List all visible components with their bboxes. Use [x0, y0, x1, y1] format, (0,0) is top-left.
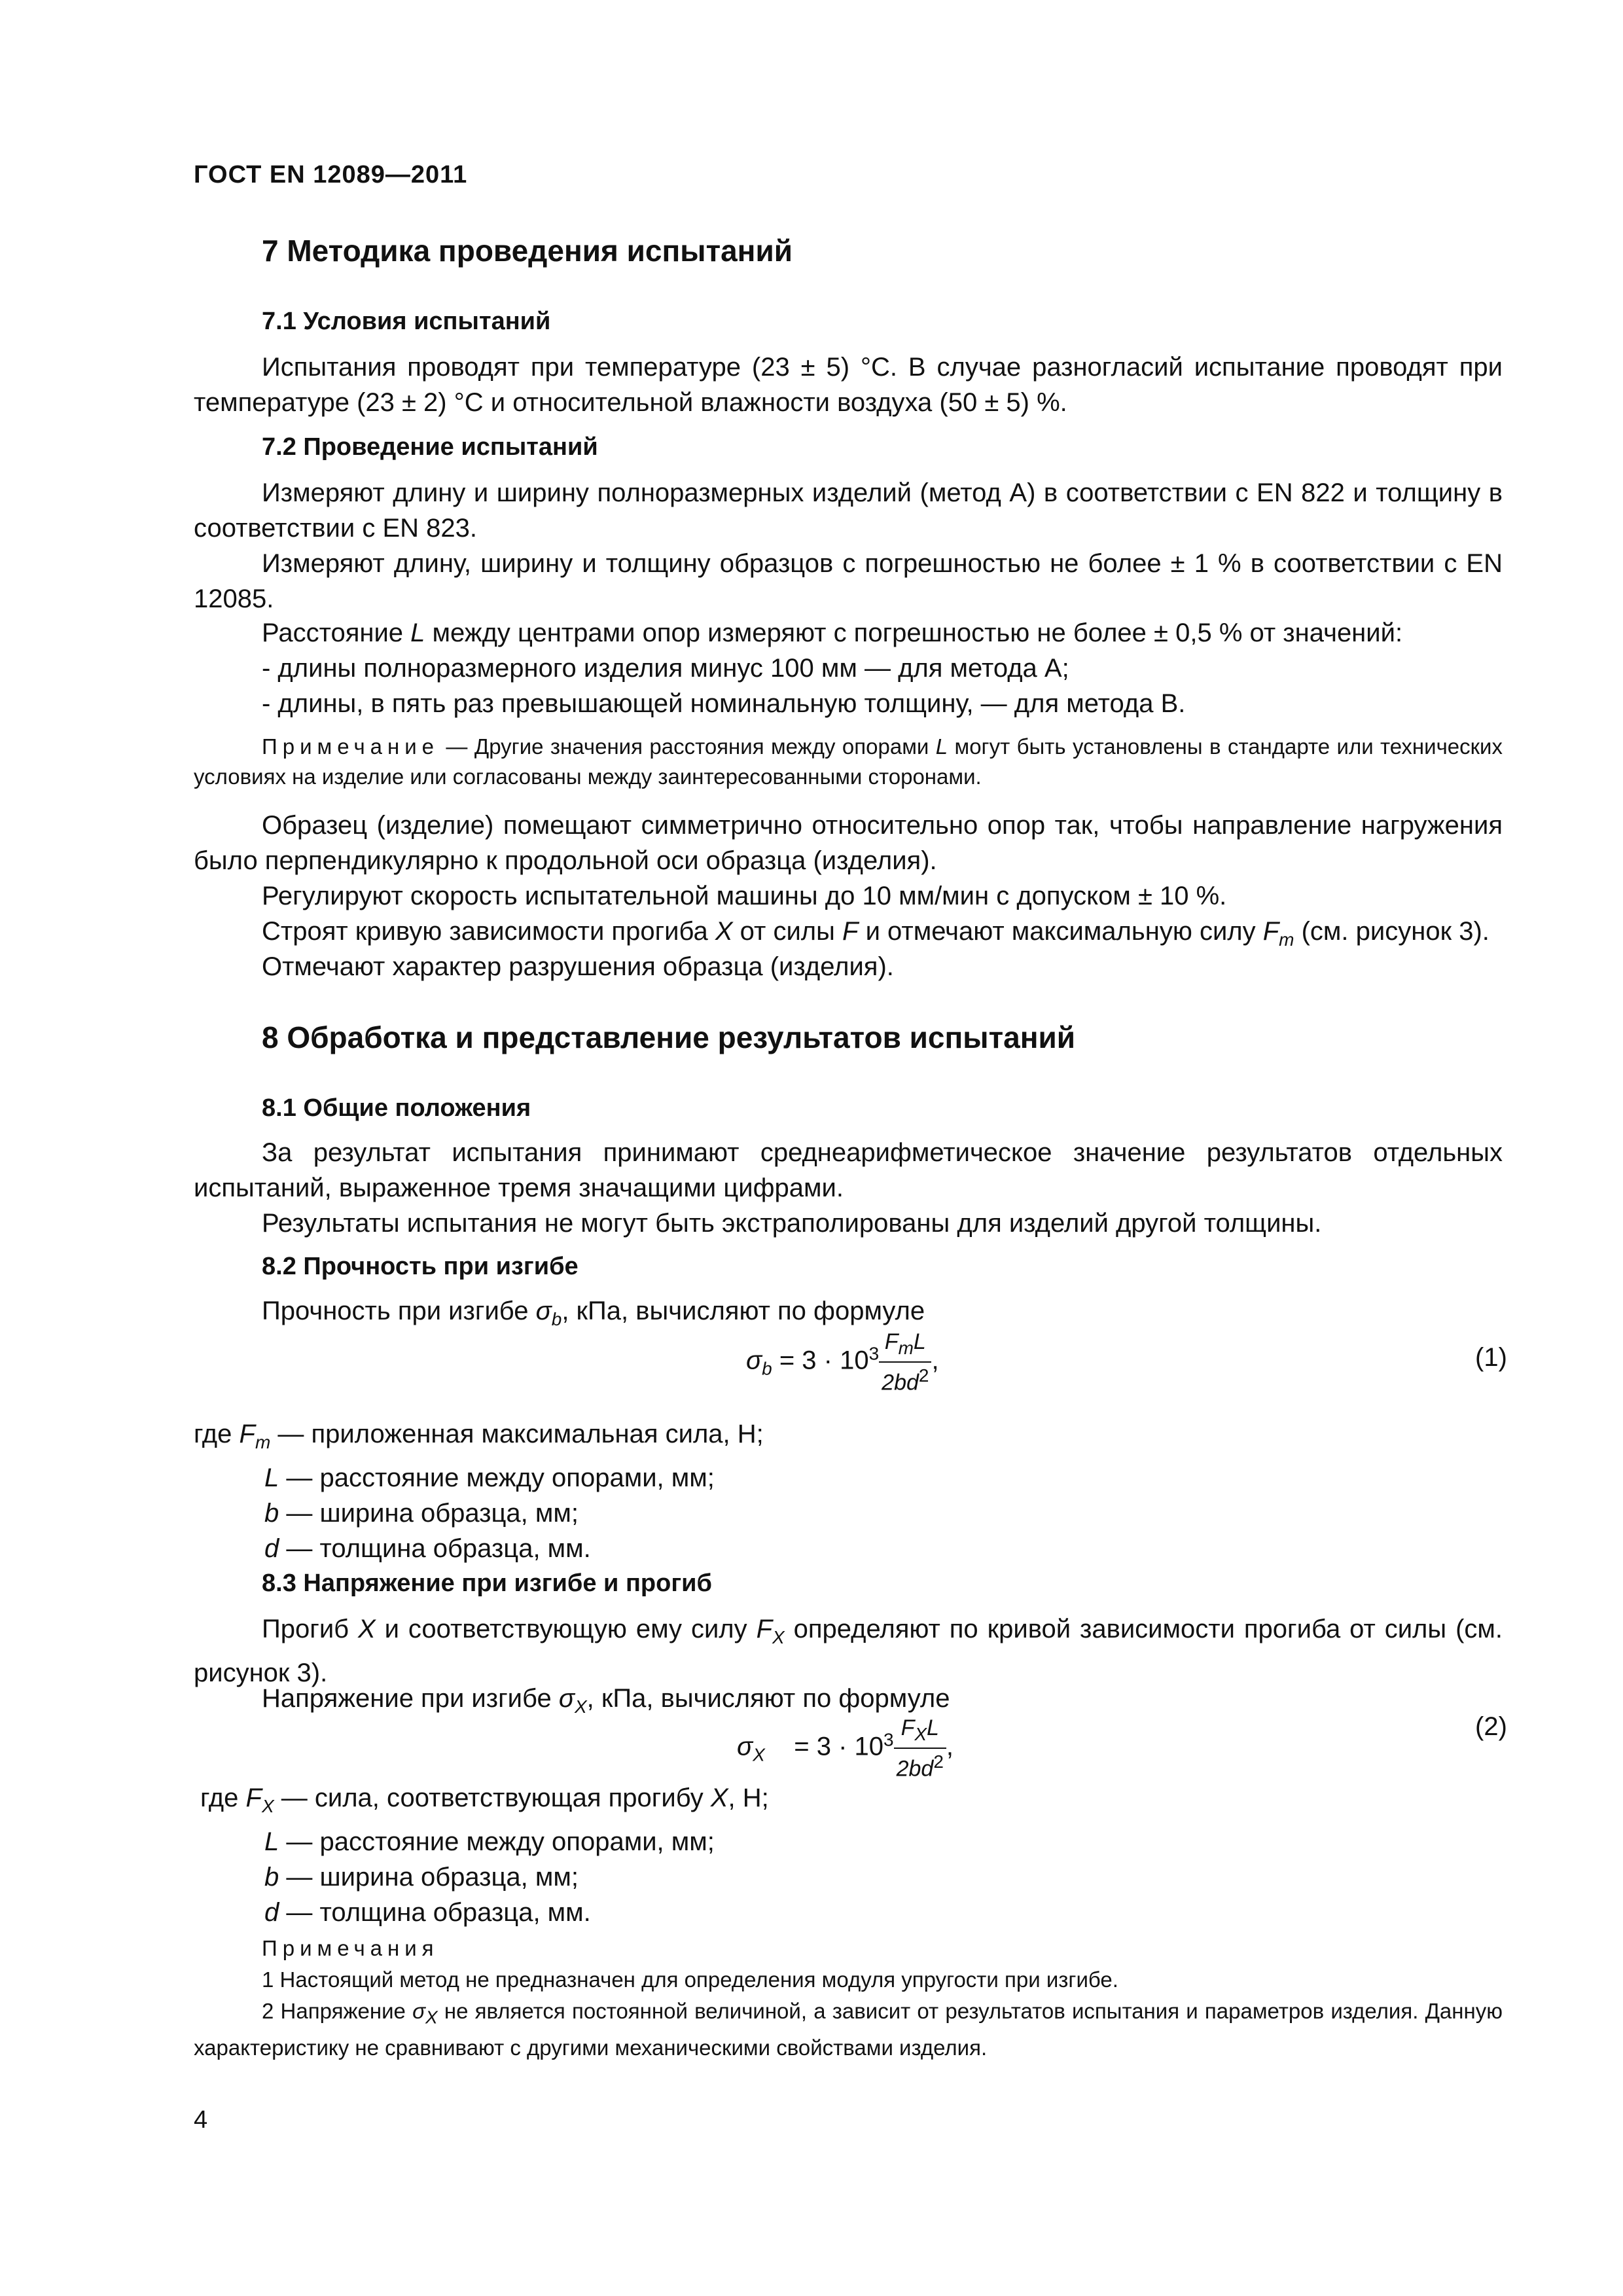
section-7-2-paragraph-3: Расстояние L между центрами опор измеряют с погрешностью не более ± 0,5 % от значений:: [262, 619, 1403, 647]
note: Примечание — Другие значения расстояния между опорами L могут быть установлены в стандарте или технических условиях на изделие или согласованы между заинтересованными сторонами.: [194, 734, 1503, 789]
list-item: - длины, в пять раз превышающей номинальную толщину, — для метода В.: [262, 689, 1186, 718]
legend-item: где $F_m$ — приложенная максимальная сила, Н;: [194, 1420, 764, 1452]
section-7-2-paragraph-2: Измеряют длину, ширину и толщину образцов с погрешностью не более ± 1 % в соответствии с EN 12085.: [194, 549, 1503, 613]
formula-1-number: (1): [1475, 1343, 1507, 1372]
formula-1-legend: [194, 1416, 764, 1566]
formula-2: $\sigma_X$ = $3 \cdot 10^3$ $\frac{F_XL}{2bd^2}$ ,: [737, 1715, 954, 1782]
section-8-3-paragraph-1: Прогиб X и соответствующую ему силу $F_X$ определяют по кривой зависимости прогиба от силы (см. рисунок 3).: [194, 1615, 1503, 1687]
section-8-title: 8 Обработка и представление результатов испытаний: [262, 1020, 1076, 1054]
note-2: 2 Напряжение $\sigma_X$ не является постоянной величиной, а зависит от результатов испытания и параметров изделия. Данную характеристику не сравнивают с другими механическими свойствами изделия.: [194, 1999, 1503, 2060]
section-8-1-title: 8.1 Общие положения: [262, 1094, 531, 1122]
section-7-1-paragraph: Испытания проводят при температуре (23 ± 5) °С. В случае разногласий испытание проводят при температуре (23 ± 2) °С и относительной влажности воздуха (50 ± 5) %.: [194, 353, 1503, 417]
section-7-2-paragraph-1: Измеряют длину и ширину полноразмерных изделий (метод А) в соответствии с EN 822 и толщину в соответствии с EN 823.: [194, 478, 1503, 543]
legend-item: d — толщина образца, мм.: [264, 1534, 591, 1563]
section-8-2-paragraph: Прочность при изгибе $\sigma_b$, кПа, вычисляют по формуле: [262, 1297, 925, 1329]
section-7-1-title: 7.1 Условия испытаний: [262, 308, 551, 335]
legend-item: L — расстояние между опорами, мм;: [264, 1463, 715, 1492]
notes-heading: Примечания: [262, 1936, 439, 1960]
legend-item: d — толщина образца, мм.: [264, 1898, 591, 1927]
formula-1: $\sigma_b = 3 \cdot 10^3$ $\frac{F_mL}{2bd^2}$ ,: [746, 1329, 939, 1395]
legend-item: b — ширина образца, мм;: [264, 1499, 579, 1528]
section-8-3-paragraph-2: Напряжение при изгибе $\sigma_X$, кПа, вычисляют по формуле: [262, 1684, 950, 1717]
page-number: 4: [194, 2106, 208, 2134]
note-1: 1 Настоящий метод не предназначен для определения модуля упругости при изгибе.: [262, 1967, 1118, 1992]
section-8-3-title: 8.3 Напряжение при изгибе и прогиб: [262, 1570, 713, 1597]
legend-item: где $F_X$ — сила, соответствующая прогибу X, Н;: [200, 1784, 769, 1816]
legend-item: b — ширина образца, мм;: [264, 1863, 579, 1892]
section-8-1-paragraph-2: Результаты испытания не могут быть экстраполированы для изделий другой толщины.: [262, 1209, 1322, 1238]
standard-header: ГОСТ EN 12089—2011: [194, 161, 468, 188]
section-7-2-title: 7.2 Проведение испытаний: [262, 433, 598, 461]
section-7-2-paragraph-5: Регулируют скорость испытательной машины до 10 мм/мин с допуском ± 10 %.: [262, 882, 1227, 910]
section-7-2-paragraph-7: Отмечают характер разрушения образца (изделия).: [262, 952, 894, 981]
section-8-2-title: 8.2 Прочность при изгибе: [262, 1253, 579, 1280]
section-7-2-paragraph-4: Образец (изделие) помещают симметрично относительно опор так, чтобы направление нагружения было перпендикулярно к продольной оси образца (изделия).: [194, 811, 1503, 875]
section-8-1-paragraph-1: За результат испытания принимают среднеарифметическое значение результатов отдельных испытаний, выраженное тремя значащими цифрами.: [194, 1138, 1503, 1202]
legend-item: L — расстояние между опорами, мм;: [264, 1827, 715, 1856]
formula-2-legend: [200, 1780, 769, 1930]
section-7-2-paragraph-6: Строят кривую зависимости прогиба X от силы F и отмечают максимальную силу $F_m$ (см. рисунок 3).: [262, 917, 1489, 950]
formula-2-number: (2): [1475, 1712, 1507, 1741]
list-item: - длины полноразмерного изделия минус 100 мм — для метода А;: [262, 654, 1069, 683]
section-7-title: 7 Методика проведения испытаний: [262, 234, 793, 268]
